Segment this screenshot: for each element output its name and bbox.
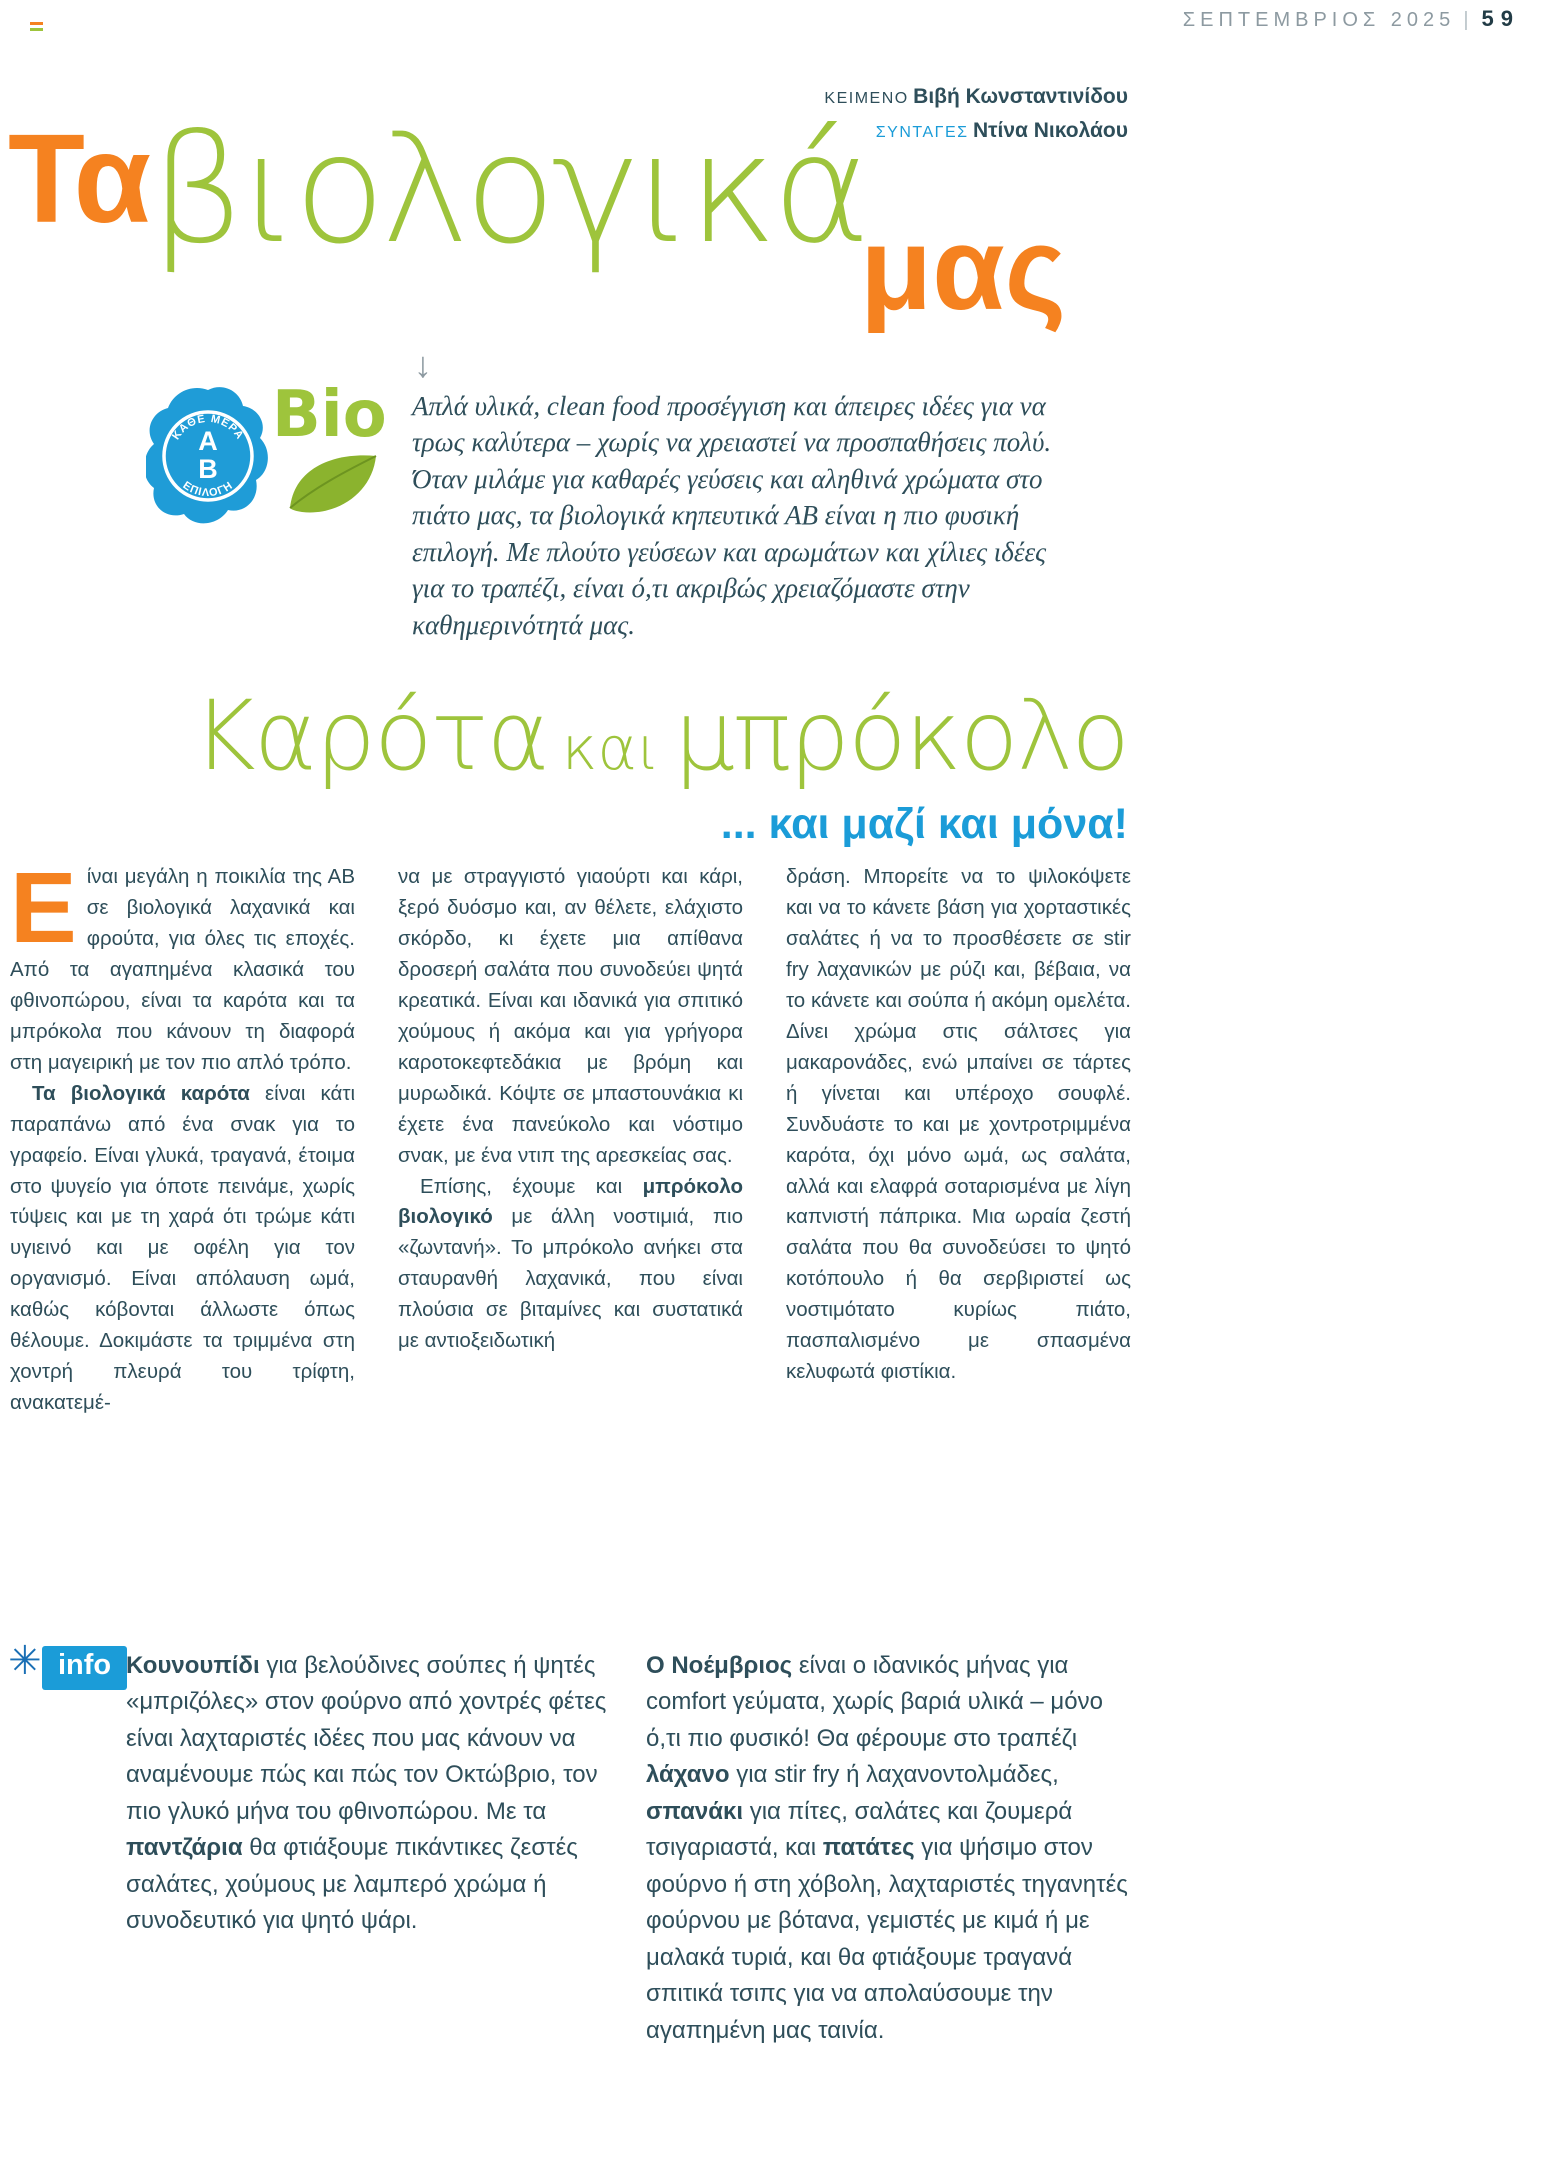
ab-badge-icon	[146, 384, 271, 534]
article-col2-p2-rest: με άλλη νοστιμιά, πιο «ζωντανή». Το μπρόκολο ανήκει στα σταυρανθή λαχανικά, που είναι πλούσια σε βιταμίνες και συστατικά με αντιοξειδωτική	[398, 1205, 743, 1353]
info-col1-text-1: για βελούδινες σούπες ή ψητές «μπριζόλες» στον φούρνο από χοντρές φέτες είναι λαχταριστές ιδέες που μας κάνουν να αναμένουμε πώς και πώς τον Οκτώβριο, τον πιο γλυκό μήνα του φθινοπώρου. Με τα	[126, 1652, 607, 1825]
byline-text-row	[824, 80, 1128, 114]
info-col2-bold-3: σπανάκι	[646, 1797, 744, 1825]
info-col2-bold-2: λάχανο	[646, 1761, 730, 1789]
article-col2-paragraph-2	[398, 1172, 743, 1358]
badge-arc-bottom-text: ΕΠΙΛΟΓΗ	[180, 479, 236, 500]
page-header	[1183, 6, 1520, 32]
title-word-ta: Τα	[8, 108, 150, 249]
byline-text-label: ΚΕΙΜΕΝΟ	[824, 90, 909, 107]
section-heading-green	[193, 680, 1128, 792]
down-arrow-icon: ↓	[414, 344, 432, 385]
info-col2-paragraph	[646, 1648, 1140, 2049]
info-col2-bold-4: πατάτες	[822, 1834, 915, 1862]
article-col2-p1-text: να με στραγγιστό γιαούρτι και κάρι, ξερό δυόσμο και, αν θέλετε, ελάχιστο σκόρδο, κι έχετε μια απίθανα δροσερή σαλάτα που συνοδεύει ψητά κρεατικά. Είναι και ιδανικά για σπιτικό χούμους ή ακόμα και για γρήγορα καροτοκεφτεδάκια με βρόμη και μυρωδικά. Κόψτε σε μπαστουνάκια κι έχετε ένα πανεύκολο και νόστιμο σνακ, με ένα ντιπ της αρεσκείας σας.	[398, 865, 743, 1167]
article-col1-p2-bold: Τα βιολογικά καρότα	[32, 1081, 250, 1105]
corner-mark-bar-orange	[30, 22, 43, 25]
byline	[824, 80, 1128, 147]
article-col3-p1-text: δράση. Μπορείτε να το ψιλοκόψετε και να το κάνετε βάση για χορταστικές σαλάτες ή να το προσθέσετε σε stir fry λαχανικών με ρύζι και, βέβαια, να το κάνετε και σούπα ή ακόμη ομελέτα. Δίνει χρώμα στις σάλτσες για μακαρονάδες, ενώ μπαίνει σε τάρτες ή γίνεται και υπέροχο σουφλέ. Συνδυάστε το και με χοντροτριμμένα καρότα, όχι μόνο ωμά, ως σαλάτα, αλλά και ελαφρά σοταρισμένα με λίγη καπνιστή πάπρικα. Μια ωραία ζεστή σαλάτα που θα συνοδεύσει το ψητό κοτόπουλο ή θα σερβιριστεί ως νοστιμότατο κυρίως πιάτο, πασπαλισμένο με σπασμένα κελυφωτά φιστίκια.	[786, 865, 1131, 1384]
info-col1-bold-1: Κουνουπίδι	[126, 1652, 260, 1679]
heading-green-word-1: Καρότα	[192, 680, 548, 792]
badge-arc-top-text: ΚΑΘΕ ΜΕΡΑ	[170, 412, 246, 443]
article-col2-p2-pre: Επίσης, έχουμε και	[420, 1174, 643, 1198]
asterisk-icon: ✳	[8, 1639, 42, 1683]
info-col2-text-3: για πίτες, σαλάτες και ζουμερά τσιγαριαστά, και	[646, 1797, 1073, 1862]
info-column-2	[646, 1648, 1140, 2049]
article-col1-p2-rest: είναι κάτι παραπάνω από ένα σνακ για το γραφείο. Είναι γλυκά, τραγανά, έτοιμα στο ψυγείο για όποτε πεινάμε, χωρίς τύψεις και με τη χαρά ότι τρώμε κάτι υγιεινό και με οφέλη για τον οργανισμό. Είναι απόλαυση ωμά, καθώς κόβονται άλλωστε όπως θέλουμε. Δοκιμάστε τα τριμμένα στη χοντρή πλευρά του τρίφτη, ανακατεμέ-	[10, 1081, 356, 1415]
byline-recipes-label: ΣΥΝΤΑΓΕΣ	[875, 123, 969, 141]
info-col2-text-2: για stir fry ή λαχανοντολμάδες,	[729, 1761, 1059, 1789]
ab-bio-logo	[146, 378, 406, 548]
issue-date: ΣΕΠΤΕΜΒΡΙΟΣ 2025	[1182, 9, 1456, 31]
info-column-1	[126, 1648, 620, 1940]
info-col1-text-2: θα φτιάξουμε πικάντικες ζεστές σαλάτες, χούμους με λαμπερό χρώμα ή συνοδευτικό για ψητό ψάρι.	[126, 1834, 578, 1935]
article-columns	[10, 852, 1132, 1419]
article-col1-paragraph-1	[10, 852, 355, 1079]
info-col2-text-4: για ψήσιμο στον φούρνο ή στη χόβολη, λαχταριστές τηγανητές φούρνου με βότανα, γεμιστές με κιμά ή με μαλακά τυριά, και θα φτιάξουμε τραγανά σπιτικά τσιπς για να απολαύσουμε την αγαπημένη μας ταινία.	[646, 1834, 1128, 2044]
byline-recipes-name: Ντίνα Νικολάου	[972, 118, 1128, 142]
info-badge: info	[42, 1646, 127, 1690]
article-col2-p2-bold: μπρόκολο βιολογικό	[398, 1174, 743, 1229]
corner-mark-bar-green	[30, 28, 43, 31]
info-col2-bold-1: Ο Νοέμβριος	[646, 1652, 793, 1679]
article-col1-paragraph-2	[10, 1079, 355, 1419]
intro-paragraph: Απλά υλικά, clean food προσέγγιση και άπειρες ιδέες για να τρως καλύτερα – χωρίς να χρειαστεί να προσπαθήσεις πολύ. Όταν μιλάμε για καθαρές γεύσεις και αληθινά χρώματα στο πιάτο μας, τα βιολογικά κηπευτικά ΑΒ είναι η πιο φυσική επιλογή. Με πλούτο γεύσεων και αρωμάτων και χίλιες ιδέες για το τραπέζι, είναι ό,τι ακριβώς χρειαζόμαστε στην καθημερινότητά μας.	[412, 391, 1052, 640]
badge-letter-b: Β	[198, 454, 218, 484]
article-column-3	[786, 862, 1131, 1419]
info-section	[8, 1639, 1138, 2146]
heading-green-word-2: μπρόκολο	[674, 680, 1128, 792]
article-column-1	[10, 852, 356, 1419]
leaf-icon	[284, 448, 379, 528]
byline-recipes-row	[824, 114, 1128, 148]
bio-wordmark: Bio	[272, 378, 387, 452]
title-word-biologika: βιολογικά	[150, 103, 866, 277]
corner-mark	[30, 22, 43, 34]
article-col1-p1-text: ίναι μεγάλη η ποικιλία της ΑΒ σε βιολογικά λαχανικά και φρούτα, για όλες τις εποχές. Από τα αγαπημένα κλασικά του φθινοπώρου, είναι τα καρότα και τα μπρόκολα που κάνουν τη διαφορά στη μαγειρική με τον πιο απλό τρόπο.	[10, 865, 355, 1074]
title-word-mas: μας	[860, 203, 1067, 335]
byline-text-name: Βιβή Κωνσταντινίδου	[913, 85, 1128, 108]
article-column-2	[398, 862, 743, 1419]
info-col1-bold-2: παντζάρια	[126, 1834, 243, 1862]
info-col1-paragraph	[126, 1648, 620, 1940]
article-col3-paragraph-1	[786, 862, 1131, 1388]
info-col2-text-1: είναι ο ιδανικός μήνας για comfort γεύματα, χωρίς βαριά υλικά – μόνο ό,τι πιο φυσικό! Θα φέρουμε στο τραπέζι	[646, 1652, 1103, 1752]
heading-green-word-and: και	[561, 714, 661, 784]
article-col2-paragraph-1	[398, 862, 743, 1172]
dropcap: Ε	[10, 852, 77, 964]
badge-letter-a: Α	[198, 426, 218, 456]
section-heading-blue: ... και μαζί και μόνα!	[720, 800, 1128, 848]
page-number: 59	[1481, 6, 1520, 31]
header-separator: |	[1463, 9, 1474, 31]
